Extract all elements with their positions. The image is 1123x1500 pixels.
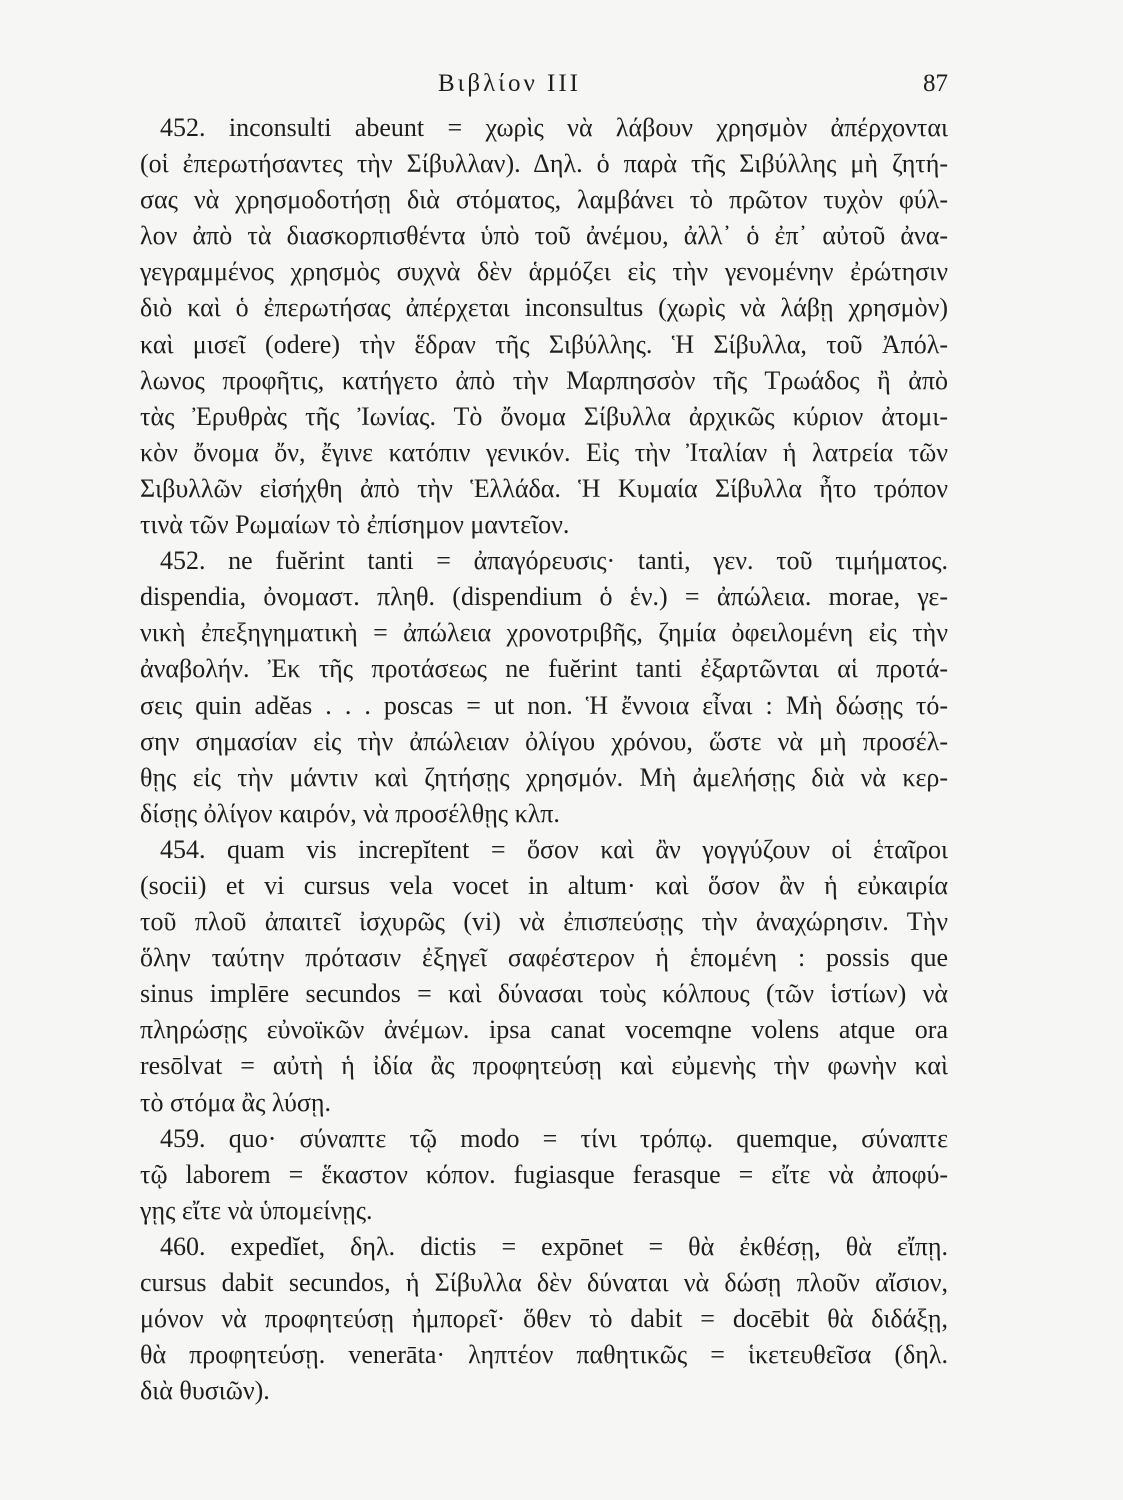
commentary-note bbox=[140, 110, 948, 543]
text-line: νικὴ ἐπεξηγηματικὴ = ἀπώλεια χρονοτριβῆς, ζημία ὀφειλομένη εἰς τὴν bbox=[140, 618, 948, 648]
text-line: καὶ μισεῖ (odere) τὴν ἕδραν τῆς Σιβύλλης. Ἡ Σίβυλλα, τοῦ Ἀπόλ- bbox=[140, 329, 948, 359]
page-number: 87 bbox=[923, 70, 948, 97]
text-line: 459. quo· σύναπτε τῷ modo = τίνι τρόπῳ. quemque, σύναπτε bbox=[160, 1123, 948, 1153]
text-line: 452. inconsulti abeunt = χωρὶς νὰ λάβουν χρησμὸν ἀπέρχονται bbox=[160, 113, 948, 142]
text-line: γεγραμμένος χρησμὸς συχνὰ δὲν ἁρμόζει εἰς τὴν γενομένην ἐρώτησιν bbox=[140, 257, 948, 287]
text-line: τὰς Ἐρυθρὰς τῆς Ἰωνίας. Τὸ ὄνομα Σίβυλλα ἀρχικῶς κύριον ἀτομι- bbox=[140, 401, 948, 431]
commentary-body bbox=[140, 110, 948, 1409]
text-line: cursus dabit secundos, ἡ Σίβυλλα δὲν δύναται νὰ δώσῃ πλοῦν αἴσιον, bbox=[140, 1268, 948, 1297]
text-line: πληρώσῃς εὐνοϊκῶν ἀνέμων. ipsa canat vocemqne volens atque ora bbox=[140, 1015, 948, 1045]
text-line: (socii) et vi cursus vela vocet in altum· καὶ ὅσον ἂν ἡ εὐκαιρία bbox=[140, 870, 948, 900]
text-line: sinus implēre secundos = καὶ δύνασαι τοὺς κόλπους (τῶν ἱστίων) νὰ bbox=[140, 979, 948, 1009]
text-line: διὸ καὶ ὁ ἐπερωτήσας ἀπέρχεται inconsultus (χωρὶς νὰ λάβῃ χρησμὸν) bbox=[140, 293, 948, 323]
text-line: γῃς εἴτε νὰ ὑπομείνῃς. bbox=[140, 1195, 373, 1225]
text-line: σην σημασίαν εἰς τὴν ἀπώλειαν ὀλίγου χρόνου, ὥστε νὰ μὴ προσέλ- bbox=[140, 726, 948, 756]
commentary-note bbox=[140, 543, 948, 832]
text-line: μόνον νὰ προφητεύσῃ ἠμπορεῖ· ὅθεν τὸ dabit = docēbit θὰ διδάξῃ, bbox=[140, 1304, 948, 1334]
text-line: 460. expedĭet, δηλ. dictis = expōnet = θὰ ἐκθέσῃ, θὰ εἴπῃ. bbox=[160, 1231, 948, 1261]
text-line: δίσῃς ὀλίγον καιρόν, νὰ προσέλθῃς κλπ. bbox=[140, 798, 560, 828]
commentary-note bbox=[140, 1121, 948, 1229]
text-line: θὰ προφητεύσῃ. venerāta· ληπτέον παθητικῶς = ἱκετευθεῖσα (δηλ. bbox=[140, 1340, 948, 1370]
text-line: κὸν ὄνομα ὄν, ἔγινε κατόπιν γενικόν. Εἰς τὴν Ἰταλίαν ἡ λατρεία τῶν bbox=[140, 437, 948, 467]
text-line: διὰ θυσιῶν). bbox=[140, 1376, 270, 1406]
text-line: λον ἀπὸ τὰ διασκορπισθέντα ὑπὸ τοῦ ἀνέμου, ἀλλ᾽ ὁ ἐπ᾽ αὐτοῦ ἀνα- bbox=[140, 221, 948, 251]
text-line: θῃς εἰς τὴν μάντιν καὶ ζητήσῃς χρησμόν. Μὴ ἀμελήσῃς διὰ νὰ κερ- bbox=[140, 762, 948, 792]
commentary-note bbox=[140, 1229, 948, 1409]
commentary-note bbox=[140, 832, 948, 1121]
text-line: Σιβυλλῶν εἰσήχθη ἀπὸ τὴν Ἑλλάδα. Ἡ Κυμαία Σίβυλλα ἦτο τρόπον bbox=[140, 473, 948, 503]
text-line: 452. ne fuĕrint tanti = ἀπαγόρευσις· tanti, γεν. τοῦ τιμήματος. bbox=[160, 546, 948, 576]
text-line: σας νὰ χρησμοδοτήσῃ διὰ στόματος, λαμβάνει τὸ πρῶτον τυχὸν φύλ- bbox=[140, 185, 948, 215]
text-line: τὸ στόμα ἂς λύσῃ. bbox=[140, 1087, 332, 1117]
text-line: τοῦ πλοῦ ἀπαιτεῖ ἰσχυρῶς (vi) νὰ ἐπισπεύσῃς τὴν ἀναχώρησιν. Τὴν bbox=[140, 907, 948, 937]
text-line: dispendia, ὀνομαστ. πληθ. (dispendium ὁ ἑν.) = ἀπώλεια. morae, γε- bbox=[140, 582, 948, 612]
running-head bbox=[0, 70, 1123, 106]
text-line: ἀναβολήν. Ἐκ τῆς προτάσεως ne fuĕrint tanti ἐξαρτῶνται αἱ προτά- bbox=[140, 654, 948, 684]
text-line: τινὰ τῶν Ρωμαίων τὸ ἐπίσημον μαντεῖον. bbox=[140, 510, 570, 540]
text-line: τῷ laborem = ἕκαστον κόπον. fugiasque ferasque = εἴτε νὰ ἀποφύ- bbox=[140, 1159, 948, 1189]
text-line: (οἱ ἐπερωτήσαντες τὴν Σίβυλλαν). Δηλ. ὁ παρὰ τῆς Σιβύλλης μὴ ζητή- bbox=[140, 149, 948, 179]
text-line: 454. quam vis increpĭtent = ὅσον καὶ ἂν γογγύζουν οἱ ἑταῖροι bbox=[160, 834, 948, 864]
text-line: λωνος προφῆτις, κατήγετο ἀπὸ τὴν Μαρπησσὸν τῆς Τρωάδος ἢ ἀπὸ bbox=[140, 365, 948, 395]
text-line: σεις quin adĕas . . . poscas = ut non. Ἡ ἔννοια εἶναι : Μὴ δώσῃς τό- bbox=[140, 690, 948, 720]
text-line: ὅλην ταύτην πρότασιν ἐξηγεῖ σαφέστερον ἡ ἑπομένη : possis que bbox=[140, 943, 948, 973]
running-head-title: Βιβλίον III bbox=[438, 70, 581, 97]
text-line: resōlvat = αὐτὴ ἡ ἰδία ἂς προφητεύσῃ καὶ εὐμενὴς τὴν φωνὴν καὶ bbox=[140, 1051, 948, 1081]
